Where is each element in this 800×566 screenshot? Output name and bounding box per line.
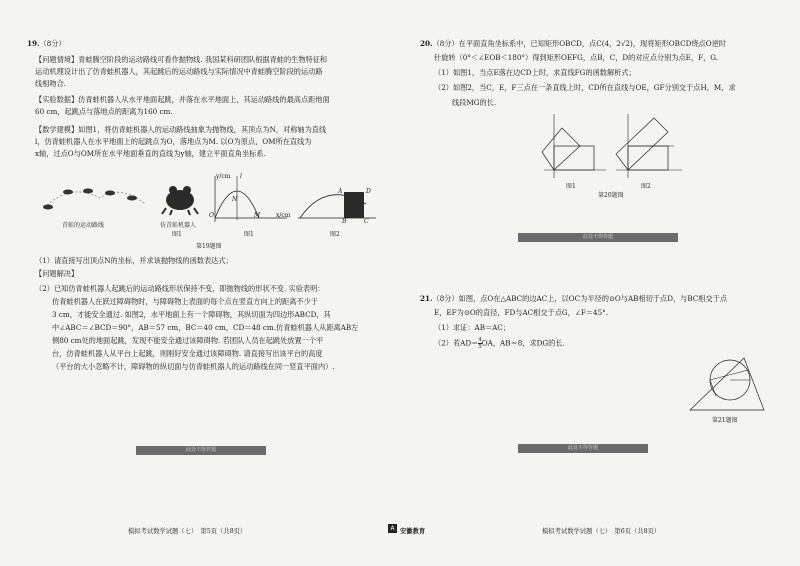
q19-number: 19. [27,39,40,48]
q20-text: 在平面直角坐标系中，已知矩形OBCD，点C(4，2√2)，现将矩形OBCD绕点O逆时 [458,39,726,48]
frog-path-illustration [40,178,150,218]
right-page [400,0,800,566]
q21-line: （1）求证：AB＝AC； [434,323,511,332]
fraction-numerator: 4 [478,337,482,343]
q20-l1 [420,38,726,50]
frog-path-label: 青蛙的运动路线 [62,222,105,229]
q21-line-4-start: （2）若AD＝ [434,338,479,348]
q19-line: 60 cm，起跳点与落地点的距离为160 cm. [35,107,173,116]
q19-score: （8分） [39,39,66,48]
q19-line: 线相吻合. [35,79,67,88]
q20-fig2-caption: 图2 [641,183,651,190]
q19-line: 运动机理设计出了仿青蛙机器人，其起跳后的运动路线与实际情况中青蛙腾空阶段的运动路 [35,67,323,76]
fig1-m-label: M [254,212,261,219]
q19-sub1: （1）请直接写出顶点N的坐标，并求该抛物线的函数表达式； [35,256,233,265]
fig2-a-label: A [338,188,343,195]
q19-figure-title: 第19题图 [196,243,222,250]
fraction-denominator: 5 [478,344,482,350]
q21-score: （8分） [432,294,459,303]
q20-fig1-caption: 图1 [566,183,576,190]
q21-text: 如图，点O在△ABC的边AC上，以OC为半径的⊙O与AB相切于点D，与BC相交于点 [458,294,728,303]
q19-fig2-caption: 图2 [330,231,340,238]
q19-line: 3 cm，才能安全通过. 如图2，水平地面上有一个障碍物，其纵切面为四边形ABCD，其 [52,310,331,319]
q19-line: （2）已知仿青蛙机器人起跳后的运动路线形状保持不变，即抛物线的形状不变. 实验表明： [35,284,325,293]
footer-left: 模拟考试数学试题（七） 第5页（共8页） [128,528,247,535]
fig2-d-label: D [366,188,371,195]
q21-figure-title: 第21题图 [712,417,738,424]
fig1-n-label: N [232,196,238,203]
footer-right: 模拟考试数学试题（七） 第6页（共8页） [542,528,661,535]
q19-line: （平台的大小忽略不计，障碍物的纵切面与仿青蛙机器人的运动路线在同一竖直平面内）. [52,362,335,371]
no-answer-bar: 此处不得答题 [136,446,266,455]
q19-line: l，仿青蛙机器人在水平地面上的起跳点为O，落地点为M. 以O为原点，OM所在直线为 [35,137,312,146]
fig1-l-label: l [240,173,242,180]
q20-line: （1）如图1，当点E落在边CD上时，求直线FG的函数解析式； [434,68,636,77]
q19-fig1-caption: 图1 [172,231,182,238]
q19-line: 仿青蛙机器人在跃过障碍物时，与障碍物上表面的每个点在竖直方向上的距离不少于 [52,297,318,306]
fig1-y-label: y/cm [216,173,231,180]
q20-score: （8分） [432,39,459,48]
q19-line: 【数学建模】如图1，将仿青蛙机器人的运动路线抽象为抛物线，其顶点为N，对称轴为直线 [35,125,327,134]
no-answer-bar: 此处不得答题 [518,444,648,453]
q20-figure-2 [614,112,684,180]
q20-figure-title: 第20题图 [598,192,624,199]
robot-label: 仿青蛙机器人 [160,222,197,229]
q20-line: 针旋转（0°＜∠EOB＜180°）得到矩形OEFG，点B，C，D的对应点分别为点E，F，G. [434,53,719,62]
q21-l1 [420,293,727,305]
q20-line: 线段MG的长. [452,98,497,107]
q19-solve-heading: 【问题解决】 [35,269,79,278]
q20-line: （2）如图2，当C，E，F三点在一条直线上时，CD所在直线与OE，GF分别交于点H，M，求 [434,83,736,92]
q19-line: 侧80 cm处的地面起跳，发现不能安全通过该障碍物. 若团队人员在起跳处放置一个平 [52,336,324,345]
q21-number: 21. [420,294,433,303]
q19-line: 【实验数据】仿青蛙机器人从水平地面起跳，并落在水平地面上，其运动路线的最高点距地面 [35,95,330,104]
brand-logo: A [388,524,397,533]
q19-line: x轴，过点O与OM所在水平地面垂直的直线为y轴，建立平面直角坐标系. [35,149,266,158]
frog-robot-illustration [160,178,200,216]
footer-brand: 安徽教育 [400,528,426,535]
q21-line: E，EF为⊙O的直径，FD与AC相交于点G，∠F＝45°. [434,308,609,317]
fig2-c-label: C [364,218,369,225]
q19-line: 中∠ABC＝∠BCD＝90°，AB＝57 cm，BC＝40 cm，CD＝48 cm.仿青蛙机器人从距离AB左 [52,323,359,332]
fig1-x-label: x/cm [276,212,291,219]
fig1-o-label: O [209,212,214,219]
q19-line: 【问题情境】青蛙腾空阶段的运动路线可看作抛物线. 我国某科研团队根据青蛙的生物特征和 [35,55,328,64]
q20-number: 20. [420,39,433,48]
no-answer-bar: 此处不得答题 [518,233,678,242]
q21-figure [686,352,768,414]
q19-line: 台，仿青蛙机器人从平台上起跳，则刚好安全通过该障碍物. 请直接写出该平台的高度 [52,349,323,358]
q21-line-4 [434,337,565,350]
q19-header [27,38,66,50]
fig2-b-label: B [342,218,347,225]
q21-line-4-end: OA，AB＝8，求DG的长. [481,338,565,348]
q19-fig1-caption-b: 图1 [244,231,254,238]
q20-figure-1 [540,112,608,180]
